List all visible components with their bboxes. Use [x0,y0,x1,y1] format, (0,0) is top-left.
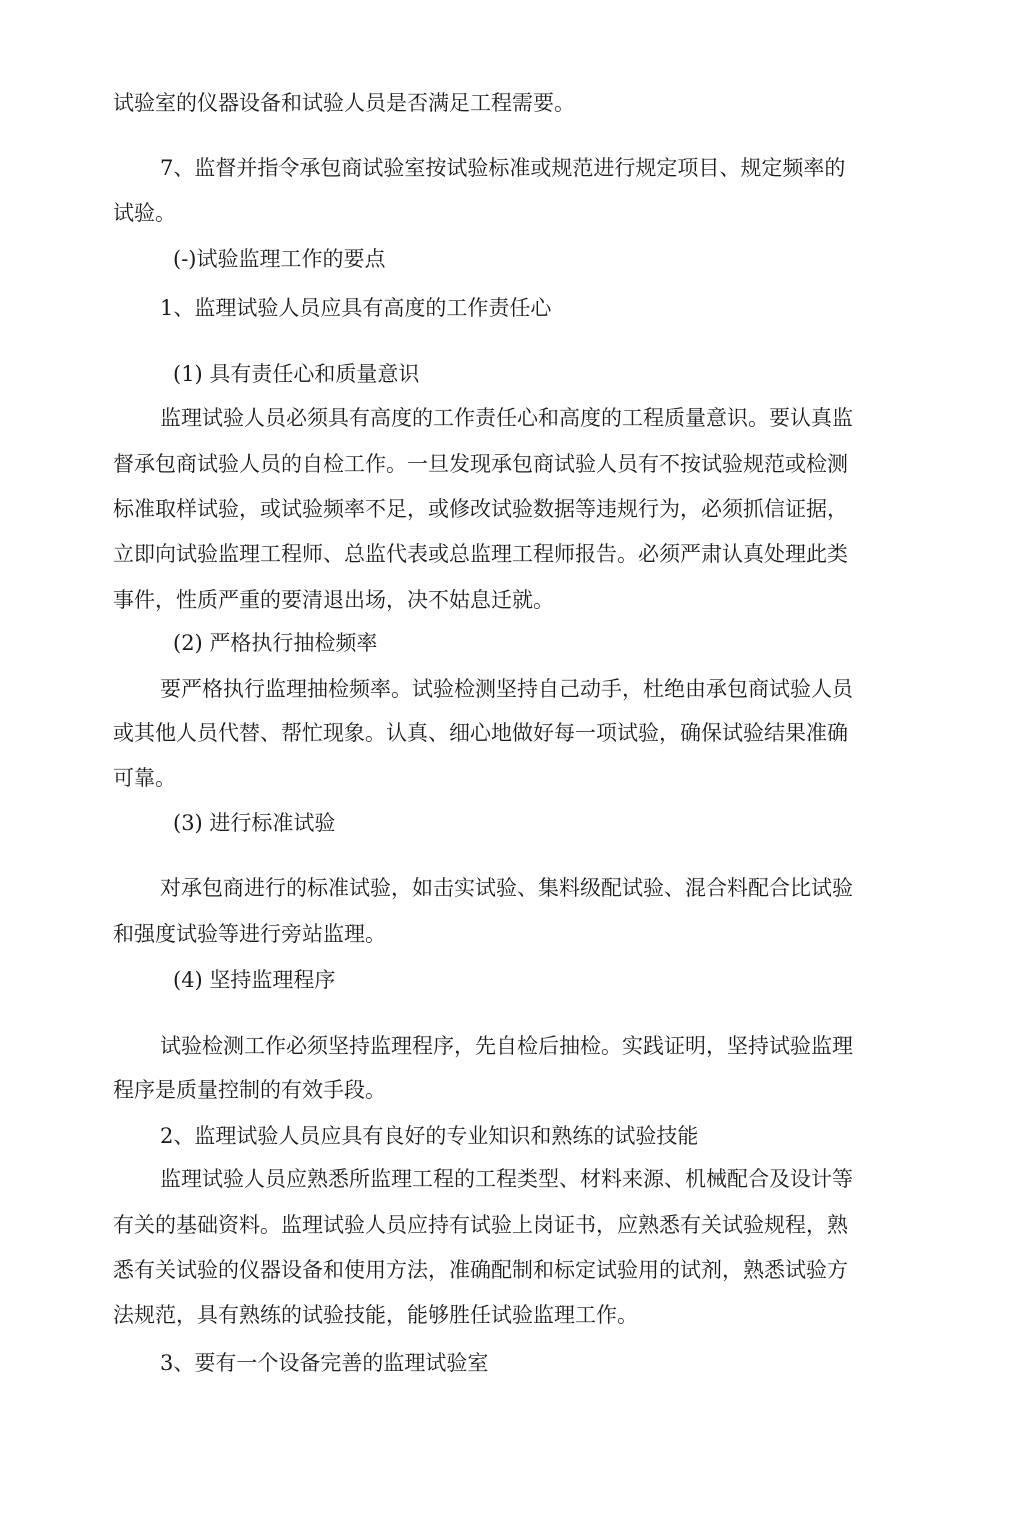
text-line: 试验检测工作必须坚持监理程序，先自检后抽检。实践证明，坚持试验监理 [160,1034,853,1058]
subheading-3: 3、要有一个设备完善的监理试验室 [160,1351,489,1375]
text-line: 监理试验人员应熟悉所监理工程的工程类型、材料来源、机械配合及设计等 [160,1167,853,1191]
text-line: 对承包商进行的标准试验，如击实试验、集料级配试验、混合料配合比试验 [160,876,853,900]
text-line: 标准取样试验，或试验频率不足，或修改试验数据等违规行为，必须抓信证据， [113,497,848,521]
text-line: 事件，性质严重的要清退出场，决不姑息迁就。 [113,588,554,612]
text-line: 要严格执行监理抽检频率。试验检测坚持自己动手，杜绝由承包商试验人员 [160,677,853,701]
text-line: 试验。 [113,201,176,225]
subheading-1: 1、监理试验人员应具有高度的工作责任心 [160,296,552,320]
text-line: 或其他人员代替、帮忙现象。认真、细心地做好每一项试验，确保试验结果准确 [113,721,848,745]
text-line: 和强度试验等进行旁站监理。 [113,922,386,946]
text-line: 试验室的仪器设备和试验人员是否满足工程需要。 [113,91,575,115]
subheading-2: 2、监理试验人员应具有良好的专业知识和熟练的试验技能 [160,1124,699,1148]
text-line: 有关的基础资料。监理试验人员应持有试验上岗证书，应熟悉有关试验规程，熟 [113,1213,848,1237]
text-line: 督承包商试验人员的自检工作。一旦发现承包商试验人员有不按试验规范或检测 [113,452,848,476]
list-item-7: 7、监督并指令承包商试验室按试验标准或规范进行规定项目、规定频率的 [160,156,846,180]
section-heading: (-)试验监理工作的要点 [173,247,386,271]
text-line: 法规范，具有熟练的试验技能，能够胜任试验监理工作。 [113,1303,638,1327]
item-heading-2: (2) 严格执行抽检频率 [173,631,378,655]
text-line: 程序是质量控制的有效手段。 [113,1078,386,1102]
text-line: 监理试验人员必须具有高度的工作责任心和高度的工程质量意识。要认真监 [160,406,853,430]
item-heading-3: (3) 进行标准试验 [173,811,336,835]
text-line: 悉有关试验的仪器设备和使用方法，准确配制和标定试验用的试剂，熟悉试验方 [113,1258,848,1282]
text-line: 可靠。 [113,766,176,790]
text-line: 立即向试验监理工程师、总监代表或总监理工程师报告。必须严肃认真处理此类 [113,542,848,566]
item-heading-4: (4) 坚持监理程序 [173,968,336,992]
item-heading-1: (1) 具有责任心和质量意识 [173,362,420,386]
